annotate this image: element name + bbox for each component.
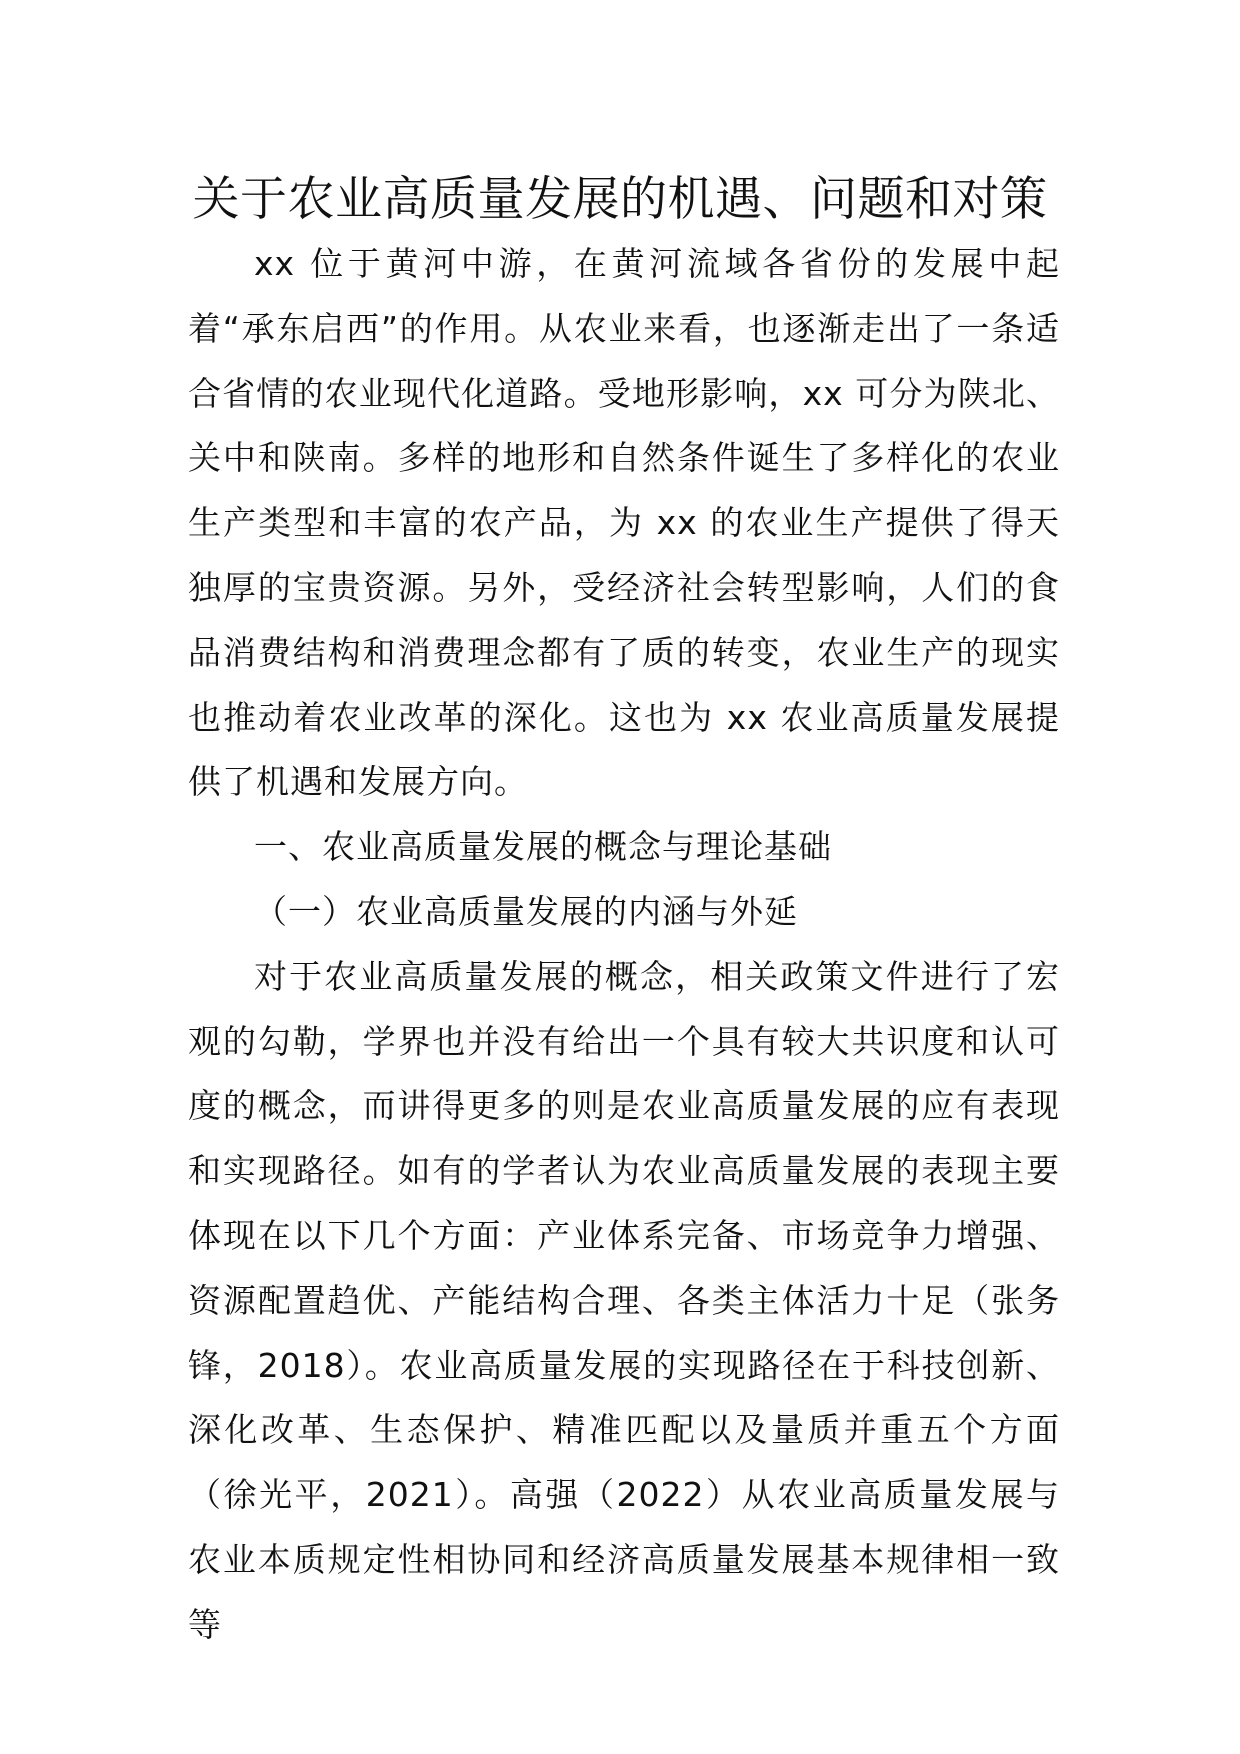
subsection-heading: （一）农业高质量发展的内涵与外延 xyxy=(254,891,798,931)
section-heading: 一、农业高质量发展的概念与理论基础 xyxy=(254,827,832,867)
concept-paragraph: 对于农业高质量发展的概念，相关政策文件进行了宏观的勾勒，学界也并没有给出一个具有较大共识度和认可度的概念，而讲得更多的则是农业高质量发展的应有表现和实现路径。如有的学者认为农业高质量发展的表现主要体现在以下几个方面：产业体系完备、市场竞争力增强、资源配置趋优、产能结构合理、各类主体活力十足（张务锋，2018）。农业高质量发展的实现路径在于科技创新、深化改革、生态保护、精准匹配以及量质并重五个方面（徐光平，2021）。高强（2022）从农业高质量发展与农业本质规定性相协同和经济高质量发展基本规律相一致等 xyxy=(188,956,1060,1644)
intro-paragraph: xx 位于黄河中游，在黄河流域各省份的发展中起着“承东启西”的作用。从农业来看，也逐渐走出了一条适合省情的农业现代化道路。受地形影响，xx 可分为陕北、关中和陕南。多样的地形和自然条件诞生了多样化的农业生产类型和丰富的农产品，为 xx 的农业生产提供了得天独厚的宝贵资源。另外，受经济社会转型影响，人们的食品消费结构和消费理念都有了质的转变，农业生产的现实也推动着农业改革的深化。这也为 xx 农业高质量发展提供了机遇和发展方向。 xyxy=(188,244,1060,802)
document-body xyxy=(188,232,1060,1658)
document-title: 关于农业高质量发展的机遇、问题和对策 xyxy=(192,172,1048,227)
